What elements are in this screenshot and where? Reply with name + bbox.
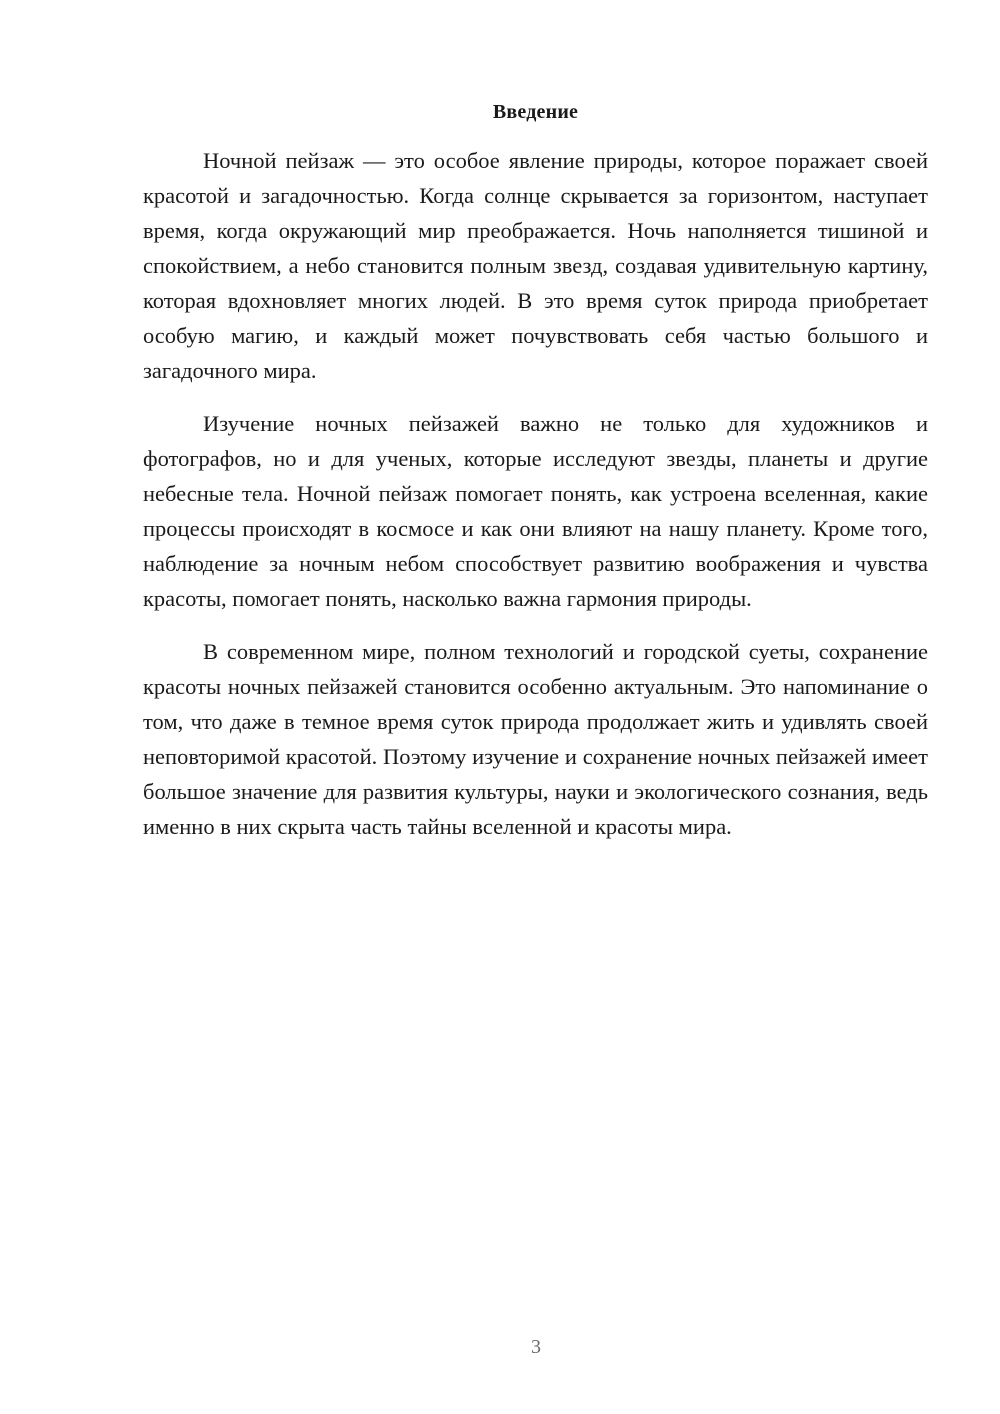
paragraph-2: Изучение ночных пейзажей важно не только для художников и фотографов, но и для ученых, которые исследуют звезды, планеты и другие небесные тела. Ночной пейзаж помогает понять, как устроена вселенная, какие процессы происходят в космосе и как они влияют на нашу планету. Кроме того, наблюдение за ночным небом способствует развитию воображения и чувства красоты, помогает понять, насколько важна гармония природы.: [143, 411, 928, 611]
paragraph-1: Ночной пейзаж — это особое явление природы, которое поражает своей красотой и загадочностью. Когда солнце скрывается за горизонтом, наступает время, когда окружающий мир преображается. Ночь наполняется тишиной и спокойствием, а небо становится полным звезд, создавая удивительную картину, которая вдохновляет многих людей. В это время суток природа приобретает особую магию, и каждый может почувствовать себя частью большого и загадочного мира.: [143, 148, 928, 383]
page-number: 3: [531, 1336, 541, 1358]
paragraph-3: В современном мире, полном технологий и городской суеты, сохранение красоты ночных пейзажей становится особенно актуальным. Это напоминание о том, что даже в темное время суток природа продолжает жить и удивлять своей неповторимой красотой. Поэтому изучение и сохранение ночных пейзажей имеет большое значение для развития культуры, науки и экологического сознания, ведь именно в них скрыта часть тайны вселенной и красоты мира.: [143, 639, 928, 839]
document-body: [143, 95, 928, 862]
section-heading: Введение: [492, 101, 579, 123]
